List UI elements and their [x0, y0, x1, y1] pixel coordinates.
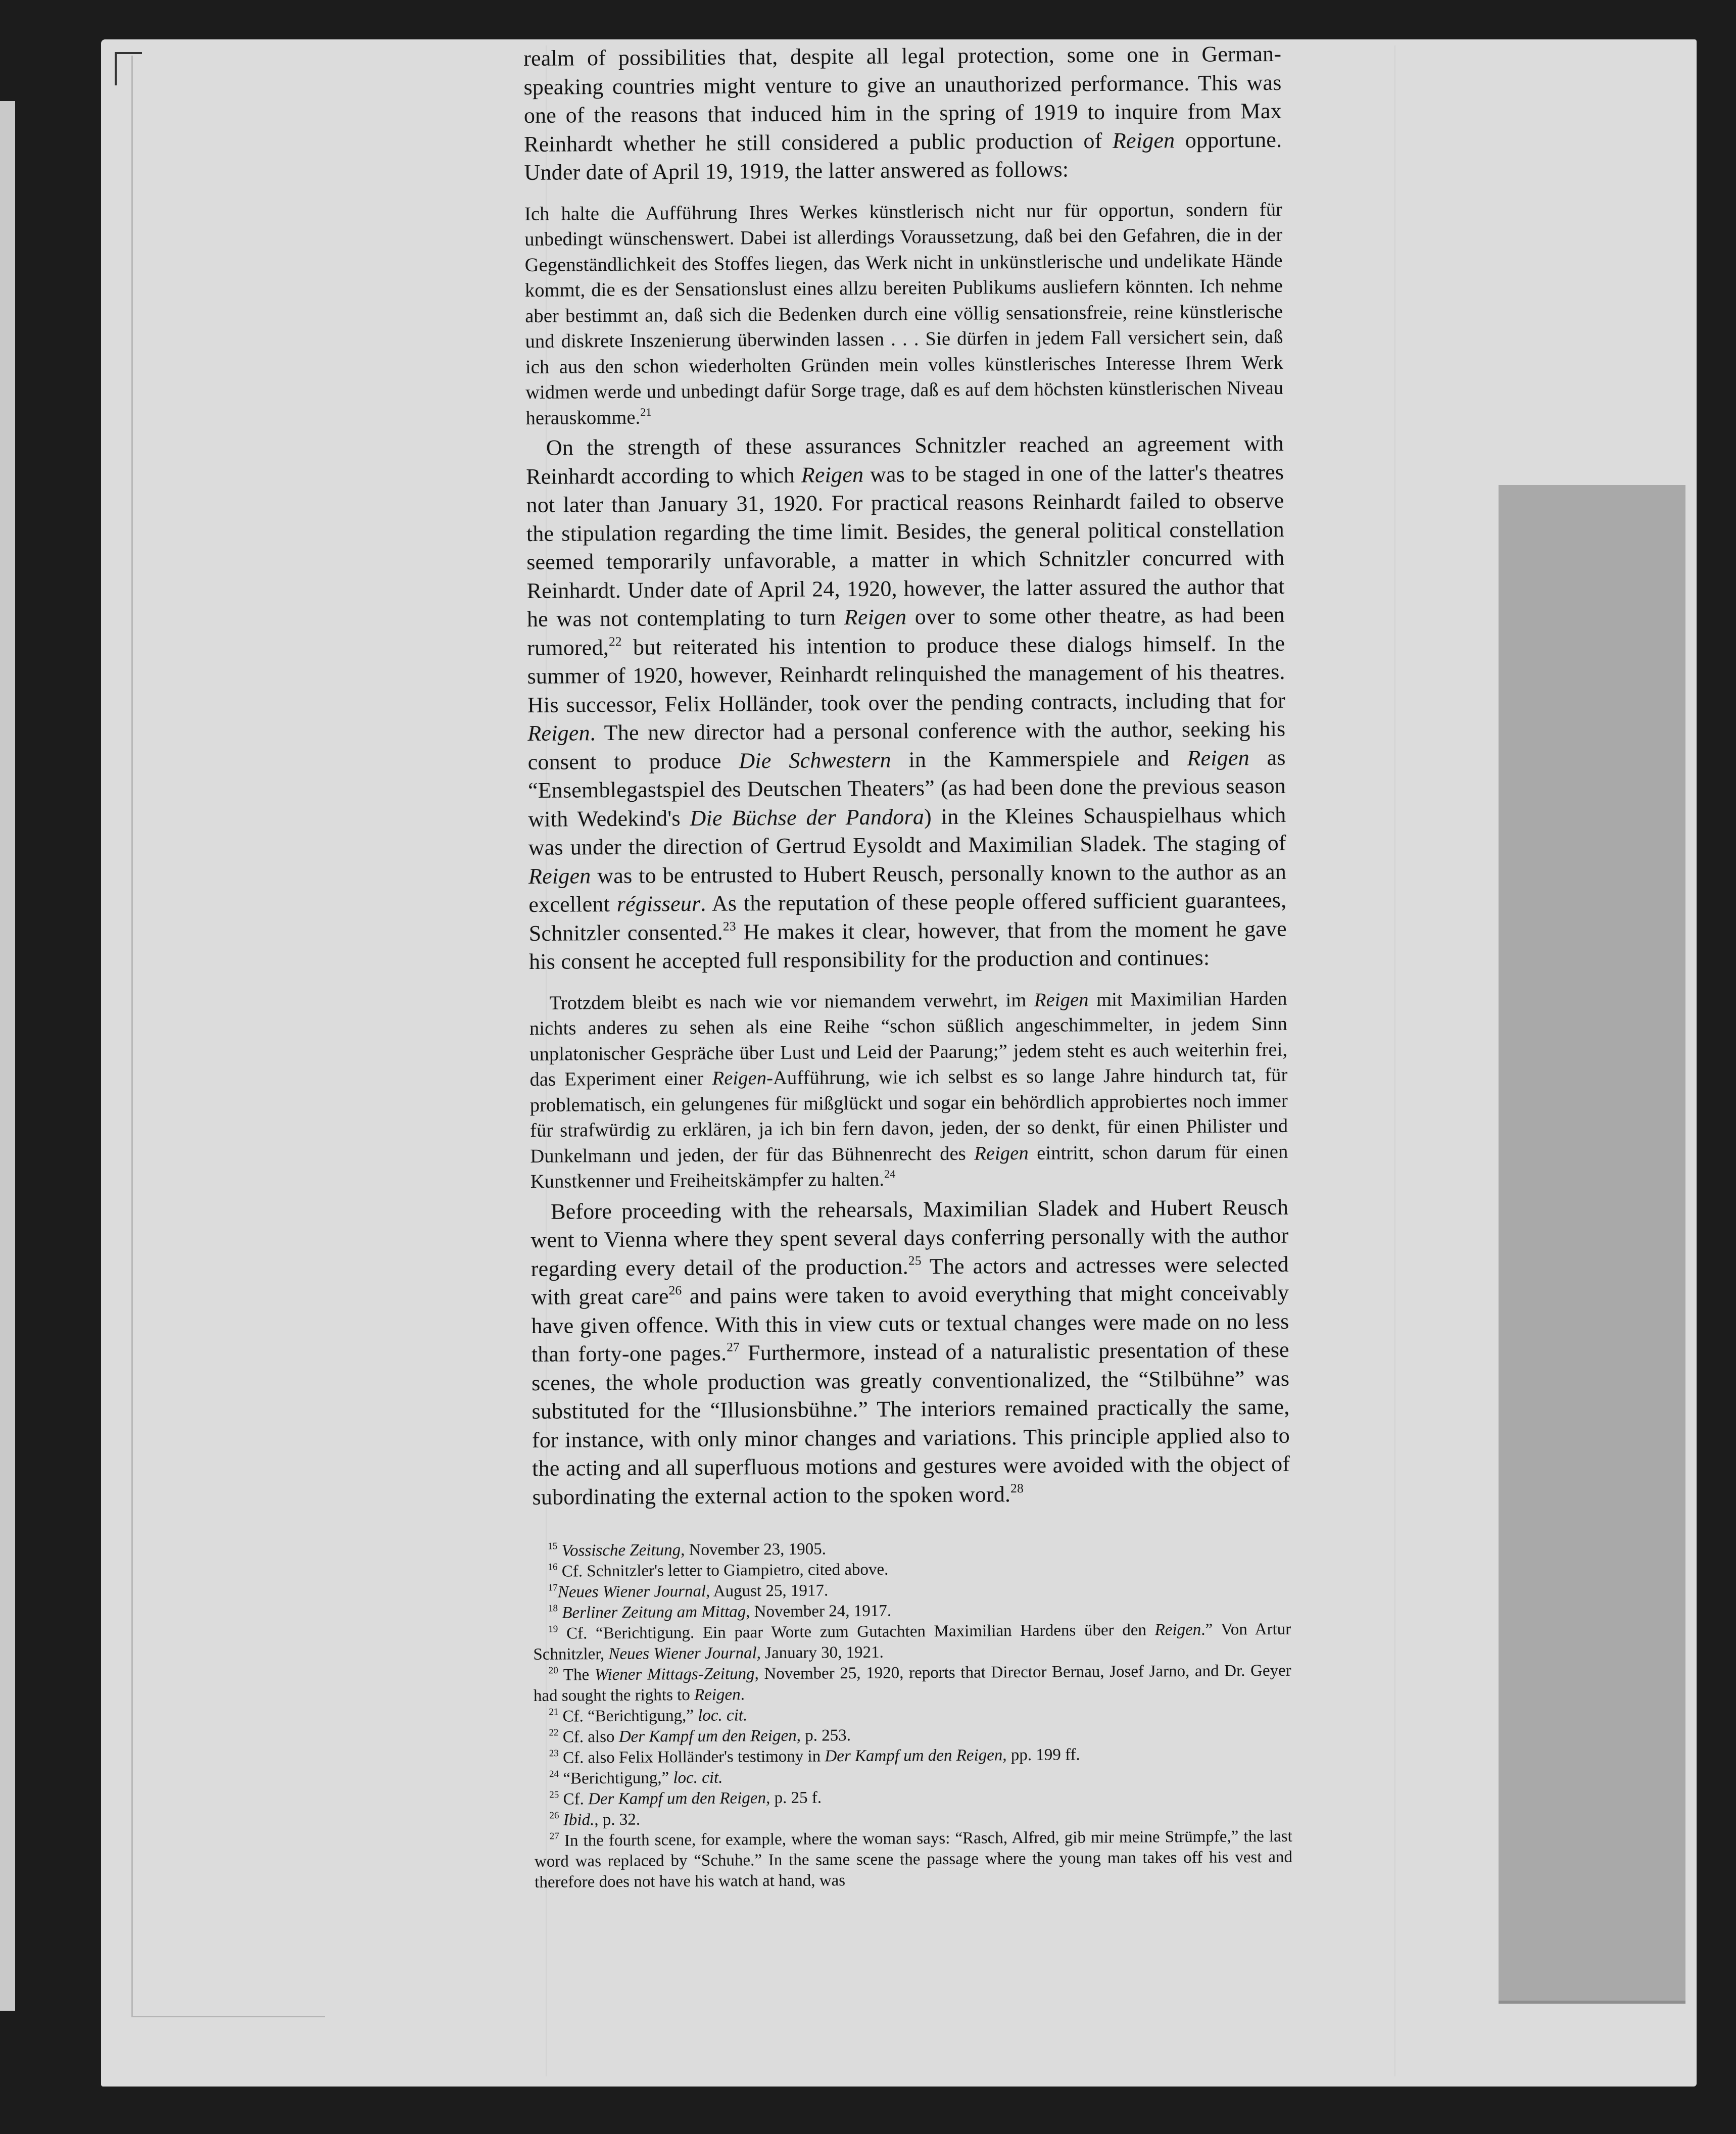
text-span: over to some other theatre, as had been rumored, — [527, 602, 1285, 660]
italic-text: Der Kampf um den Reigen — [825, 1746, 1003, 1766]
italic-text: Neues Wiener Journal — [608, 1644, 757, 1664]
text-span: , p. 253. — [796, 1726, 851, 1745]
text-span: mit Maximilian Harden nichts anderes zu sehen als eine Reihe “schon süßlich angeschimmelter, in jedem Sinn unplatonischer Gespräche über Lust und Leid der Paarung;” jedem steht es auch weiterhin frei, das Experiment einer — [529, 988, 1288, 1090]
text-span: , January 30, 1921. — [756, 1643, 884, 1663]
shaded-margin-strip — [1499, 485, 1685, 2004]
italic-text: Reigen — [1112, 127, 1175, 153]
footnote-number: 17 — [548, 1582, 558, 1593]
text-span: Cf. also Felix Holländer's testimony in — [562, 1747, 825, 1767]
italic-text: Reigen — [528, 863, 591, 889]
text-span: Cf. Schnitzler's letter to Giampietro, cited above. — [561, 1560, 889, 1581]
italic-text: Reigen — [844, 604, 907, 630]
footnote — [535, 1826, 1293, 1893]
italic-text: Der Kampf um den Reigen — [588, 1789, 766, 1809]
text-span: ) in the Kleines Schauspielhaus which was under the direction of Gertrud Eysoldt and Maximilian Sladek. The staging of — [528, 802, 1286, 860]
text-span: , August 25, 1917. — [706, 1581, 829, 1601]
text-span: On the strength of these assurances Schnitzler reached an agreement with Reinhardt according to which — [526, 430, 1284, 489]
italic-text: Vossische Zeitung — [561, 1541, 681, 1560]
italic-text: Reigen — [801, 462, 864, 488]
italic-text: loc. cit. — [673, 1768, 723, 1787]
paragraph-rehearsals — [531, 1193, 1290, 1512]
italic-text: Reigen — [527, 720, 590, 746]
footnote-ref[interactable]: 26 — [668, 1283, 682, 1298]
italic-text: Berliner Zeitung am Mittag — [562, 1603, 746, 1622]
italic-text: Die Schwestern — [739, 747, 891, 773]
italic-text: Reigen — [974, 1142, 1029, 1165]
text-span: was to be staged in one of the latter's theatres not later than January 31, 1920. For practical reasons Reinhardt failed to observe the stipulation regarding the time limit. Besides, the general political constellation seemed temporarily unfavorable, a matter in which Schnitzler concurred with Reinhardt. Under date of April 24, 1920, however, the latter assured the author that he was not contemplating to turn — [526, 459, 1285, 632]
text-span: Trotzdem bleibt es nach wie vor niemandem verwehrt, im — [549, 989, 1035, 1014]
footnotes — [533, 1536, 1292, 1893]
italic-text: Die Büchse der Pandora — [690, 804, 925, 831]
text-span: . — [740, 1685, 745, 1704]
text-span: and pains were taken to avoid everything that might conceivably have given offence. With this in view cuts or textual changes were made on no less than forty-one pages. — [531, 1280, 1289, 1367]
footnote-number: 20 — [548, 1665, 558, 1676]
footnote-number: 26 — [549, 1810, 559, 1821]
italic-text: Reigen — [712, 1068, 767, 1089]
footnote-number: 19 — [548, 1624, 558, 1635]
italic-text: régisseur — [616, 891, 701, 916]
footnote-number: 15 — [548, 1541, 558, 1552]
text-span: “Berichtigung,” — [563, 1769, 673, 1788]
text-span: Before proceeding with the rehearsals, Maximilian Sladek and Hubert Reusch went to Vienna where they spent several days conferring personally with the author regarding every detail of the production. — [531, 1194, 1289, 1281]
text-span: He makes it clear, however, that from the moment he gave his consent he accepted full responsibility for the production and continues: — [528, 916, 1287, 974]
text-span: , November 25, 1920, reports that Director Bernau, Josef Jarno, and Dr. Geyer had sought the rights to — [533, 1661, 1291, 1705]
footnote-number: 22 — [549, 1727, 559, 1738]
footnote-ref[interactable]: 27 — [727, 1339, 740, 1354]
block-quote-schnitzler — [529, 986, 1288, 1194]
text-span: .” Von Artur Schnitzler, — [533, 1620, 1291, 1664]
footnote-number: 25 — [549, 1789, 559, 1801]
text-span: , p. 32. — [594, 1810, 641, 1829]
footnote-number: 18 — [548, 1603, 558, 1614]
block-quote-reinhardt — [524, 197, 1284, 431]
text-span: but reiterated his intention to produce these dialogs himself. In the summer of 1920, however, Reinhardt relinquished the management of his theatres. His successor, Felix Holländer, took over the pending contracts, including that for — [527, 630, 1286, 717]
text-span: . The new director had a personal conference with the author, seeking his consent to produce — [527, 716, 1286, 774]
fold-seam — [1394, 45, 1395, 2076]
text-span: , pp. 199 ff. — [1002, 1745, 1080, 1765]
text-span: In the fourth scene, for example, where the woman says: “Rasch, Alfred, gib mir meine Strümpfe,” the last word was replaced by “Schuhe.” In the same scene the passage where the young man takes off his vest and therefore does not have his watch at hand, was — [534, 1827, 1293, 1892]
footnote-ref[interactable]: 24 — [884, 1167, 896, 1181]
italic-text: Wiener Mittags-Zeitung — [594, 1665, 755, 1684]
crop-corner-mark — [115, 52, 142, 85]
footnote-ref[interactable]: 28 — [1010, 1480, 1024, 1495]
italic-text: Neues Wiener Journal — [557, 1582, 706, 1602]
text-span: Cf. “Berichtigung. Ein paar Worte zum Gutachten Maximilian Hardens über den — [566, 1621, 1155, 1643]
text-span: realm of possibilities that, despite all legal protection, some one in German-speaking countries might venture to give an unauthorized performance. This was one of the reasons that induced him in the spring of 1919 to inquire from Max Reinhardt whether he still considered a public production of — [523, 41, 1282, 157]
text-span: Furthermore, instead of a naturalistic presentation of these scenes, the whole production was greatly conventionalized, the “Stilbühne” was substituted for the “Illusionsbühne.” The interiors remained practically the same, for instance, with only minor changes and variations. This principle applied also to the acting and all superfluous motions and gestures were avoided with the object of subordinating the external action to the spoken word. — [532, 1337, 1290, 1510]
footnote-ref[interactable]: 25 — [908, 1252, 922, 1268]
italic-text: loc. cit. — [698, 1706, 748, 1725]
text-span: opportune. Under date of April 19, 1919, the latter answered as follows: — [524, 127, 1282, 185]
italic-text: Ibid. — [563, 1811, 595, 1829]
inner-page-frame — [131, 56, 325, 2017]
paragraph-continued — [523, 40, 1282, 187]
text-span: , November 24, 1917. — [746, 1602, 892, 1621]
text-span: Ich halte die Aufführung Ihres Werkes künstlerisch nicht nur für opportun, sondern für unbedingt wünschenswert. Dabei ist allerdings Voraussetzung, daß bei den Gefahren, die in der Gegenständlichkeit des Stoffes liegen, das Werk nicht in unkünstlerische und undelikate Hände kommt, die es der Sensationslust eines allzu bereiten Publikums ausliefern könnten. Ich nehme aber bestimmt an, daß sich die Bedenken durch eine völlig sensationsfreie, reine künstlerische und diskrete Inszenierung überwinden lassen . . . Sie dürfen in jedem Fall versichert sein, daß ich aus den schon wiederholten Gründen mein volles künstlerisches Interesse Ihrem Werk widmen werde und unbedingt dafür Sorge trage, daß es auf dem höchsten künstlerischen Niveau herauskomme. — [524, 199, 1284, 429]
text-column — [523, 40, 1292, 1893]
footnote-ref[interactable]: 22 — [608, 634, 622, 649]
adjacent-page-edge — [0, 101, 15, 2011]
italic-text: Reigen — [1187, 745, 1249, 770]
text-span: as “Ensemblegastspiel des Deutschen Theaters” (as had been done the previous season with Wedekind's — [527, 745, 1286, 832]
text-span: eintritt, schon darum für einen Kunstkenner und Freiheitskämpfer zu halten. — [530, 1141, 1288, 1192]
footnote-ref[interactable]: 21 — [640, 405, 652, 418]
footnote-number: 16 — [548, 1562, 558, 1573]
italic-text: Reigen — [694, 1685, 741, 1704]
italic-text: Reigen — [1034, 989, 1089, 1011]
text-span: , p. 25 f. — [765, 1788, 822, 1808]
text-span: Cf. also — [562, 1727, 619, 1747]
italic-text: Der Kampf um den Reigen — [618, 1726, 797, 1746]
footnote — [533, 1619, 1291, 1665]
italic-text: Reigen — [1154, 1620, 1201, 1639]
paragraph-agreement — [526, 429, 1287, 977]
text-span: Cf. — [563, 1790, 589, 1809]
text-span: The actors and actresses were selected with great care — [531, 1251, 1289, 1310]
text-span: The — [563, 1666, 595, 1684]
text-span: in the Kammerspiele and — [891, 745, 1187, 772]
text-span: -Aufführung, wie ich selbst es so lange Jahre hindurch tat, für problematisch, ein gelungenes für mißglückt und sogar ein behördlich approbiertes noch immer für strafwürdig zu erklären, ja ich bin fern davon, jeden, der so denkt, für einen Philister und Dunkelmann und jeden, der für das Bühnenrecht des — [529, 1064, 1288, 1167]
footnote-number: 23 — [549, 1748, 559, 1759]
footnote — [534, 1661, 1291, 1707]
footnote-number: 21 — [549, 1707, 559, 1718]
footnote-number: 24 — [549, 1769, 559, 1780]
text-span: was to be entrusted to Hubert Reusch, personally known to the author as an excellent — [528, 859, 1287, 917]
footnote-ref[interactable]: 23 — [722, 918, 736, 934]
text-span: . As the reputation of these people offered sufficient guarantees, Schnitzler consented. — [528, 887, 1287, 946]
text-span: Cf. “Berichtigung,” — [562, 1706, 698, 1726]
text-span: , November 23, 1905. — [681, 1540, 827, 1560]
footnote-number: 27 — [549, 1831, 559, 1842]
